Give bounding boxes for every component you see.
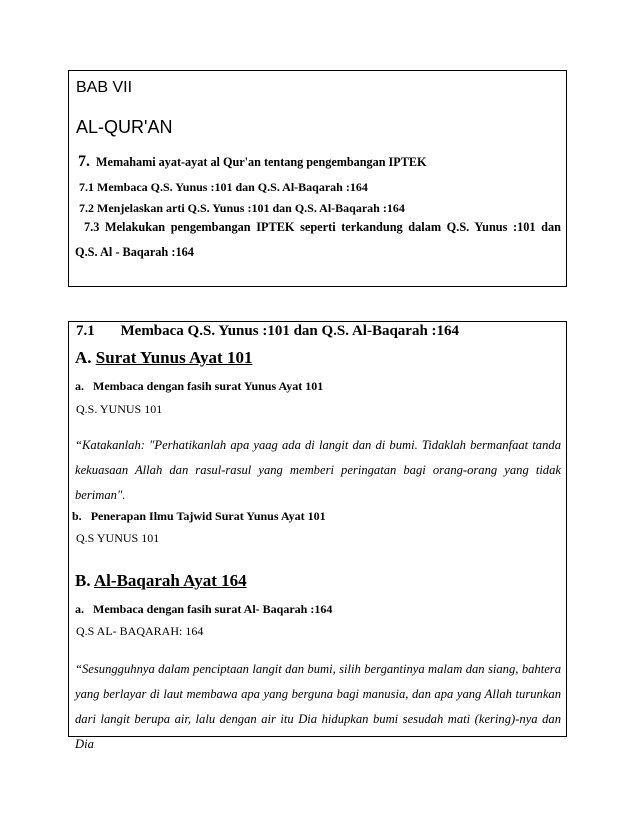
section-number: 7.1 [76, 323, 95, 339]
part-a-sub-b-text: Penerapan Ilmu Tajwid Surat Yunus Ayat 101 [90, 509, 326, 523]
part-a-sub-b [72, 509, 326, 524]
chapter-label: BAB VII [76, 79, 133, 96]
part-a-prefix: A. [75, 348, 92, 367]
chapter-objectives-box [68, 70, 567, 287]
part-b-sub-a [75, 602, 332, 617]
section-title: Membaca Q.S. Yunus :101 dan Q.S. Al-Baqarah :164 [120, 323, 460, 339]
section-header [76, 323, 459, 340]
objective-item-7-2: 7.2 Menjelaskan arti Q.S. Yunus :101 dan Q.S. Al-Baqarah :164 [79, 201, 405, 215]
part-a-sub-a-text: Membaca dengan fasih surat Yunus Ayat 101 [93, 379, 324, 393]
part-b-verse-ref: Q.S AL- BAQARAH: 164 [76, 624, 204, 638]
part-a-sub-a-marker: a. [75, 379, 84, 393]
part-b-title: Al-Baqarah Ayat 164 [93, 571, 247, 590]
objective-text: Memahami ayat-ayat al Qur'an tentang pengembangan IPTEK [96, 155, 427, 169]
part-a-sub-b-marker: b. [72, 509, 82, 523]
part-b-sub-a-text: Membaca dengan fasih surat Al- Baqarah :164 [93, 602, 333, 616]
part-b-quote: “Sesungguhnya dalam penciptaan langit dan bumi, silih bergantinya malam dan siang, bahtera yang berlayar di laut membawa apa yang berguna bagi manusia, dan apa yang Allah turunkan dari langit berupa air, lalu dengan air itu Dia hidupkan bumi sesudah mati (kering)-nya dan Dia [75, 662, 561, 751]
part-a-sub-a [75, 379, 323, 394]
objective-line [78, 153, 426, 171]
part-a-quote: “Katakanlah: "Perhatikanlah apa yaag ada di langit dan di bumi. Tidaklah bermanfaat tanda kekuasaan Allah dan rasul-rasul yang memberi peringatan bagi orang-orang yang tidak beriman". [75, 438, 561, 502]
part-a-verse-ref: Q.S. YUNUS 101 [76, 402, 163, 416]
tajwid-ref: Q.S YUNUS 101 [76, 531, 160, 545]
part-a-title: Surat Yunus Ayat 101 [95, 348, 253, 367]
part-a-heading [75, 348, 252, 368]
objective-item-7-1: 7.1 Membaca Q.S. Yunus :101 dan Q.S. Al-Baqarah :164 [79, 180, 368, 194]
chapter-title: AL-QUR'AN [76, 117, 173, 137]
objective-item-7-3: 7.3 Melakukan pengembangan IPTEK seperti terkandung dalam Q.S. Yunus :101 dan Q.S. Al - Baqarah :164 [75, 220, 561, 259]
part-b-heading [75, 571, 247, 591]
part-b-sub-a-marker: a. [75, 602, 84, 616]
objective-number: 7. [78, 153, 90, 170]
section-content-box [68, 321, 567, 751]
part-b-prefix: B. [75, 571, 91, 590]
